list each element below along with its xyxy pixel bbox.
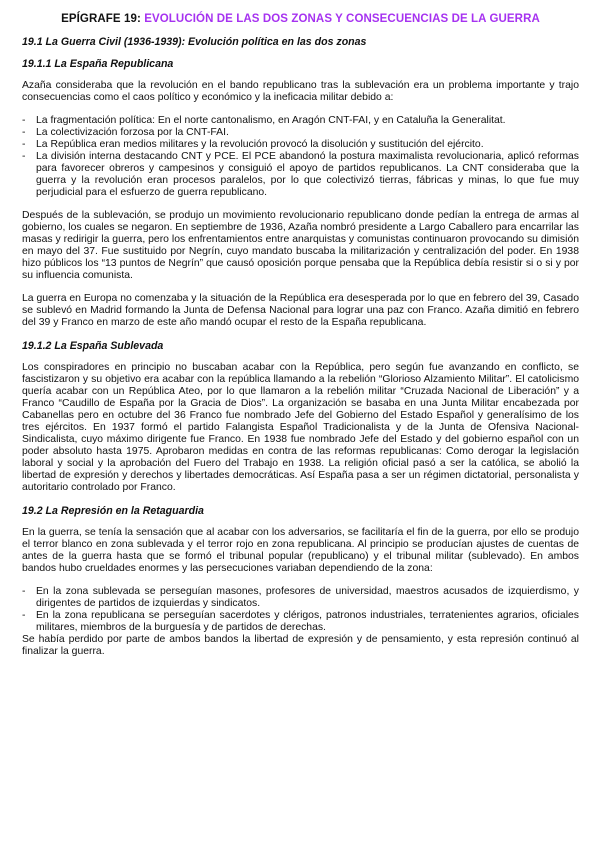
paragraph: Después de la sublevación, se produjo un movimiento revolucionario republicano donde pedían la entrega de armas al gobierno, los cuales se negaron. En septiembre de 1936, Azaña nombró presidente a Largo Caballero para encarrilar las masas y redirigir la guerra, pero los enfrentamientos entre anarquistas y comunistas continuaron provocando su dimisión en mayo del 37. Fue sustituido por Negrín, cuyo mandato buscaba la militarización y centralización del poder. En 1938 hizo públicos los “13 puntos de Negrín” que causó oposición porque pensaba que la República debía resistir si o si y por su influencia comunista. [22,210,579,281]
section-heading-19-2: 19.2 La Represión en la Retaguardia [22,505,204,517]
page-title [22,13,579,25]
paragraph: La guerra en Europa no comenzaba y la situación de la República era desesperada por lo que en febrero del 39, Casado se sublevó en Madrid formando la Junta de Defensa Nacional para lograr una paz con Franco. Azaña dimitió en febrero del 39 y Franco en marzo de este año mandó ocupar el resto de la España republicana. [22,293,579,328]
title-text: EVOLUCIÓN DE LAS DOS ZONAS Y CONSECUENCIAS DE LA GUERRA [144,13,540,25]
section-heading-19-1-2: 19.1.2 La España Sublevada [22,340,164,352]
section-heading-19-1-1: 19.1.1 La España Republicana [22,58,174,70]
section-heading-19-1: 19.1 La Guerra Civil (1936-1939): Evolución política en las dos zonas [22,36,367,48]
title-prefix: EPÍGRAFE 19: [61,13,141,25]
list-item: - En la zona republicana se perseguían sacerdotes y clérigos, patronos industriales, terratenientes agrarios, oficiales militares, miembros de la burguesía y de partidos de derechas. [22,610,579,634]
list-item: - La fragmentación política: En el norte cantonalismo, en Aragón CNT-FAI, y en Cataluña la Generalitat. [22,115,579,127]
paragraph: Azaña consideraba que la revolución en el bando republicano tras la sublevación era un problema importante y trajo consecuencias como el caos político y económico y la ineficacia militar debido a: [22,80,579,103]
list-item: - La colectivización forzosa por la CNT-FAI. [22,127,579,139]
list-item: - En la zona sublevada se perseguían masones, profesores de universidad, maestros acusados de izquierdismo, y dirigentes de partidos de izquierdas y sindicatos. [22,586,579,610]
paragraph: Los conspiradores en principio no buscaban acabar con la República, pero según fue avanzando en conflicto, se fascistizaron y su objetivo era acabar con la república llamando a la rebelión “Glorioso Alzamiento Militar”. El catolicismo quería acabar con un República Ateo, por lo que llamaron a la rebelión militar “Cruzada Nacional de Liberación” y a Franco “Caudillo de España por la Gracia de Dios”. La organización se basaba en una Junta Militar encabezada por Cabanellas pero en octubre del 36 Franco fue nombrado Jefe del Gobierno del Estado Español y generalísimo de los tres ejércitos. En 1937 formó el partido Falangista Español Tradicionalista y de la Junta de Ofensiva Nacional-Sindicalista, cuyo máximo dirigente fue Franco. En 1938 fue nombrado Jefe del Estado y del gobierno español con un poder absoluto hasta 1975. Aprobaron medidas en contra de las reformas republicanas: Como derogar la legislación laboral y social y la aprobación del Fuero del Trabajo en 1938. La religión oficial pasó a ser la católica, se abolió la libertad de expresión y derechos y libertades democráticas. Así España pasa a ser un régimen dictatorial, personalista y autoritario controlado por Franco. [22,362,579,493]
list-item: - La división interna destacando CNT y PCE. El PCE abandonó la postura maximalista revolucionaria, aplicó reformas para favorecer obreros y campesinos y consiguió el apoyo de partidos republicanos. La CNT consideraba que la guerra y la revolución eran procesos paralelos, por lo que colectivizó tierras, fábricas y minas, lo que fue muy perjudicial para el esfuerzo de guerra republicano. [22,151,579,199]
paragraph: En la guerra, se tenía la sensación que al acabar con los adversarios, se facilitaría el fin de la guerra, por ello se produjo el terror blanco en zona sublevada y el terror rojo en zona republicana. Al principio se producían ajustes de cuentas de antes de la guerra hasta que se formó el tribunal popular (republicano) y el tribunal militar (sublevado). En ambos bandos hubo crueldades enormes y las persecuciones variaban dependiendo de la zona: [22,527,579,574]
paragraph: Se había perdido por parte de ambos bandos la libertad de expresión y de pensamiento, y esta represión continuó al finalizar la guerra. [22,634,579,657]
bullet-list [22,586,579,634]
bullet-list [22,115,579,199]
document-page [22,13,579,658]
list-item: - La República eran medios militares y la revolución provocó la disolución y sustitución del ejército. [22,139,579,151]
